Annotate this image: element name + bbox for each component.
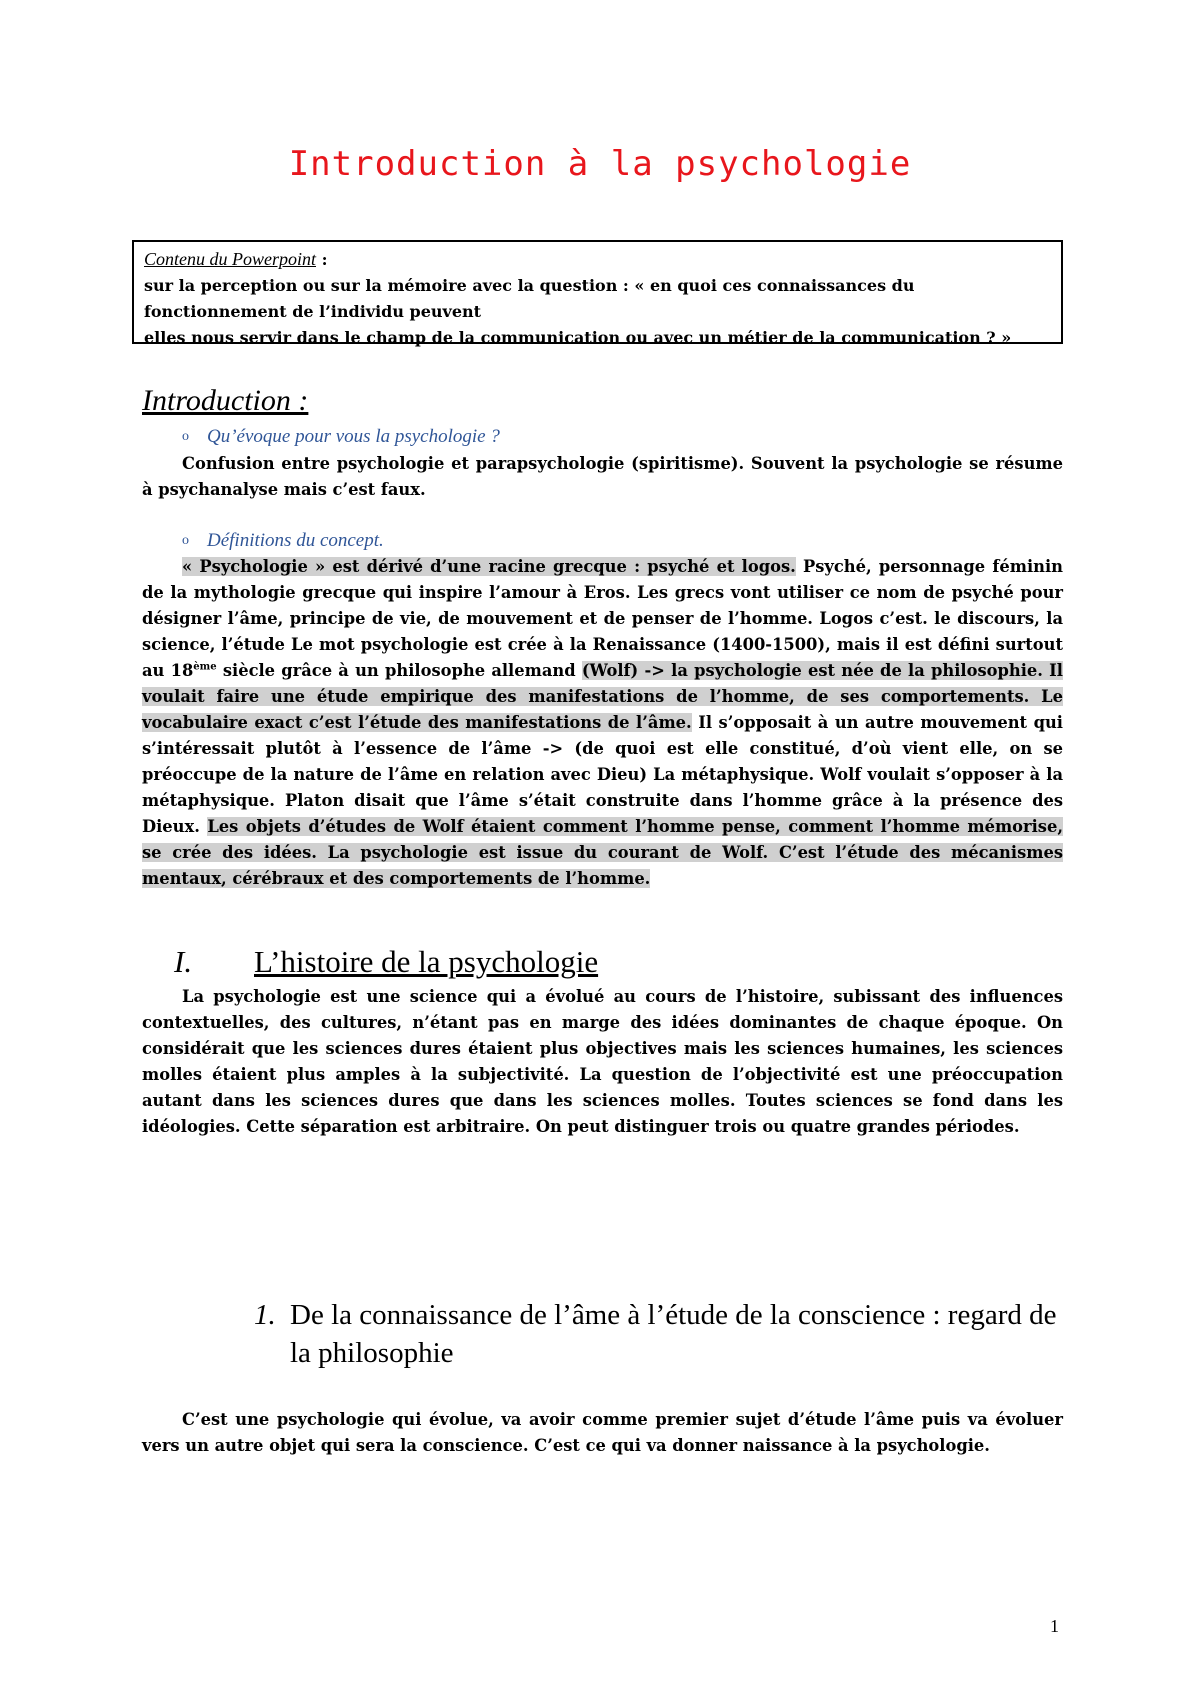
page-title: Introduction à la psychologie bbox=[288, 144, 912, 184]
bullet-question-2-text: Définitions du concept. bbox=[207, 530, 384, 551]
section-number: I. bbox=[174, 944, 193, 979]
text-psyche: Psyché, personnage féminin de la mythologie grecque qui inspire l’amour à Eros. Les grecs vont utiliser ce nom de psyché pour désigner l’âme, principe de vie, de mouvement et de penser de l’homme. Logos c’est. le discours, la science, l’étude Le mot psychologie est crée à la Renaissance (1400-1500), mais il est défini surtout au 18 bbox=[142, 557, 1063, 680]
bullet-question-1 bbox=[182, 424, 500, 450]
subsection-number: 1. bbox=[254, 1299, 276, 1331]
text-siecle: siècle grâce à un philosophe allemand bbox=[216, 661, 582, 680]
bullet-question-1-text: Qu’évoque pour vous la psychologie ? bbox=[207, 426, 500, 447]
intro-paragraph-1: Confusion entre psychologie et parapsychologie (spiritisme). Souvent la psychologie se résume à psychanalyse mais c’est faux. bbox=[142, 454, 1063, 499]
box-label: Contenu du Powerpoint bbox=[144, 249, 316, 269]
subsection-heading-connaissance bbox=[254, 1296, 1080, 1372]
subsection-paragraph: C’est une psychologie qui évolue, va avoir comme premier sujet d’étude l’âme puis va évoluer vers un autre objet qui sera la conscience. C’est ce qui va donner naissance à la psychologie. bbox=[142, 1410, 1063, 1455]
section-paragraph-histoire: La psychologie est une science qui a évolué au cours de l’histoire, subissant des influences contextuelles, des cultures, n’étant pas en marge des idées dominantes de chaque époque. On considérait que les sciences dures étaient plus objectives mais les sciences humaines, les sciences molles étaient plus amples à la subjectivité. La question de l’objectivité est une préoccupation autant dans les sciences dures que dans les sciences molles. Toutes sciences se fond dans les idéologies. Cette séparation est arbitraire. On peut distinguer trois ou quatre grandes périodes. bbox=[142, 987, 1063, 1136]
subsection-title: De la connaissance de l’âme à l’étude de la conscience : regard de la philosophie bbox=[290, 1299, 1057, 1369]
text-metaphysique: Il s’opposait à un autre mouvement qui s’intéressait plutôt à l’essence de l’âme -> (de quoi est elle constitué, d’où vient elle, on se préoccupe de la nature de l’âme en relation avec Dieu) La métaphysique. Wolf voulait s’opposer à la métaphysique. Platon disait que l’âme s’était construite dans l’homme grâce à la présence des Dieux. bbox=[142, 713, 1063, 836]
box-line-1: sur la perception ou sur la mémoire avec la question : « en quoi ces connaissances du bbox=[144, 276, 915, 295]
highlight-definition: « Psychologie » est dérivé d’une racine grecque : psyché et logos. bbox=[182, 557, 796, 576]
superscript-eme: ème bbox=[193, 661, 217, 673]
highlight-wolf: (Wolf) -> la psychologie est née de la philosophie. Il voulait faire une étude empirique des manifestations de l’homme, de ses comportements. Le vocabulaire exact c’est l’étude des manifestations de l’âme. bbox=[142, 661, 1063, 732]
introduction-heading: Introduction : bbox=[142, 384, 309, 417]
box-line-3: elles nous servir dans le champ de la communication ou avec un métier de la communication ? » bbox=[144, 328, 1012, 347]
bullet-circle-icon: o bbox=[182, 429, 189, 444]
box-label-line bbox=[144, 246, 1053, 273]
powerpoint-content-box bbox=[132, 240, 1063, 347]
section-heading-histoire bbox=[174, 942, 598, 982]
highlight-objets-etudes: Les objets d’études de Wolf étaient comment l’homme pense, comment l’homme mémorise, se crée des idées. La psychologie est issue du courant de Wolf. C’est l’étude des mécanismes mentaux, cérébraux et des comportements de l’homme. bbox=[142, 817, 1063, 888]
box-line-2: fonctionnement de l’individu peuvent bbox=[144, 302, 482, 321]
intro-paragraph-2 bbox=[142, 554, 1063, 892]
section-title: L’histoire de la psychologie bbox=[254, 944, 599, 979]
page-number: 1 bbox=[1050, 1616, 1059, 1636]
box-label-suffix: : bbox=[316, 250, 328, 269]
bullet-circle-icon: o bbox=[182, 533, 189, 548]
bullet-question-2 bbox=[182, 528, 384, 554]
